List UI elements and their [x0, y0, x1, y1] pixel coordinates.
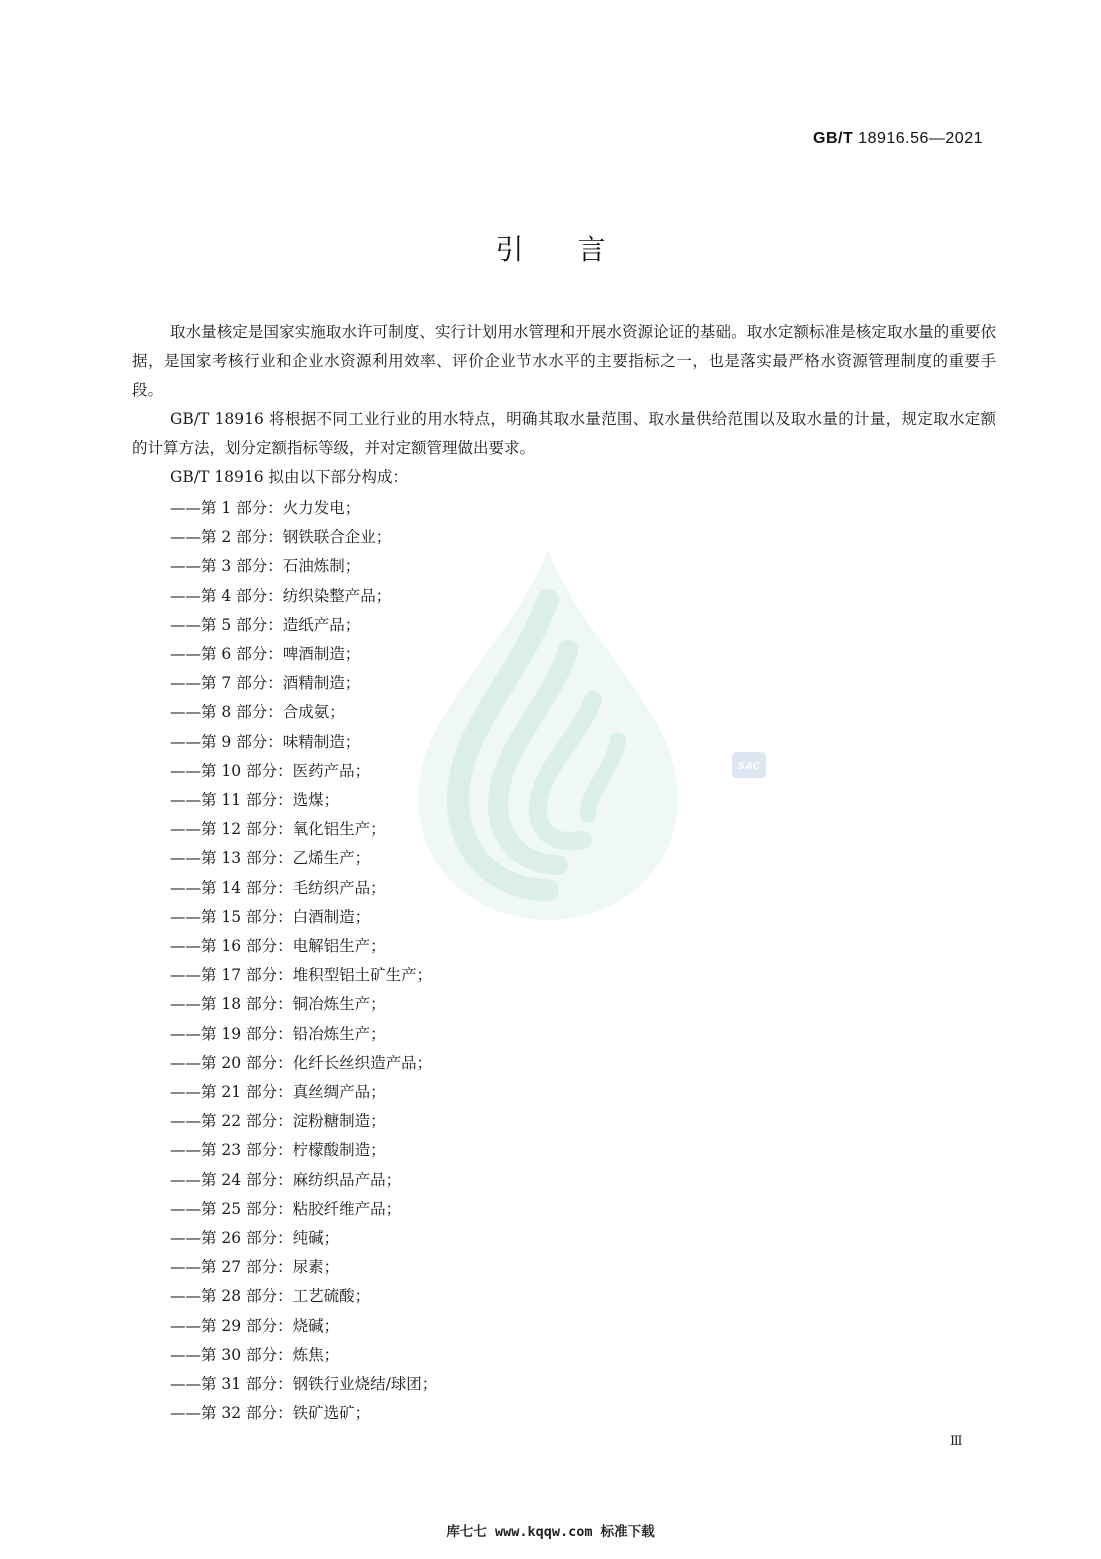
list-item: ——第 26 部分：纯碱； [170, 1229, 340, 1248]
list-item: ——第 3 部分：石油炼制； [170, 557, 361, 576]
list-item: ——第 8 部分：合成氨； [170, 703, 345, 722]
list-item: ——第 13 部分：乙烯生产； [170, 849, 371, 868]
list-item: ——第 30 部分：炼焦； [170, 1345, 340, 1364]
list-item: ——第 21 部分：真丝绸产品； [170, 1083, 386, 1102]
list-item: ——第 17 部分：堆积型铝土矿生产； [170, 966, 433, 985]
parts-list [170, 494, 870, 1429]
list-item: ——第 18 部分：铜冶炼生产； [170, 995, 386, 1014]
list-item: ——第 23 部分：柠檬酸制造； [170, 1141, 386, 1160]
list-item: ——第 12 部分：氧化铝生产； [170, 820, 386, 839]
list-item: ——第 19 部分：铅冶炼生产； [170, 1024, 386, 1043]
list-item: ——第 2 部分：钢铁联合企业； [170, 528, 392, 547]
list-item: ——第 1 部分：火力发电； [170, 499, 361, 517]
list-item: ——第 24 部分：麻纺织品产品； [170, 1170, 402, 1189]
page-number: Ⅲ [950, 1434, 963, 1449]
list-item: ——第 25 部分：粘胶纤维产品； [170, 1199, 402, 1218]
paragraph: GB/T 18916 拟由以下部分构成： [170, 468, 408, 486]
standard-number [813, 130, 983, 148]
list-item: ——第 27 部分：尿素； [170, 1258, 340, 1277]
paragraph: GB/T 18916 将根据不同工业行业的用水特点，明确其取水量范围、取水量供给范围以及取水量的计量，规定取水定额的计算方法，划分定额指标等级，并对定额管理做出要求。 [132, 410, 996, 457]
list-item: ——第 15 部分：白酒制造； [170, 907, 371, 926]
standard-code: 18916.56—2021 [858, 130, 983, 147]
list-item: ——第 31 部分：钢铁行业烧结/球团； [170, 1375, 438, 1394]
list-item: ——第 6 部分：啤酒制造； [170, 645, 361, 664]
list-item: ——第 7 部分：酒精制造； [170, 674, 361, 693]
page-title: 引言 [495, 233, 660, 266]
list-item: ——第 4 部分：纺织染整产品； [170, 586, 392, 605]
paragraph: 取水量核定是国家实施取水许可制度、实行计划用水管理和开展水资源论证的基础。取水定额标准是核定取水量的重要依据，是国家考核行业和企业水资源利用效率、评价企业节水水平的主要指标之一，也是落实最严格水资源管理制度的重要手段。 [132, 323, 996, 399]
list-item: ——第 11 部分：选煤； [170, 791, 340, 810]
list-item: ——第 14 部分：毛纺织产品； [170, 878, 386, 897]
sac-logo-text: SAC [738, 761, 760, 772]
list-item: ——第 20 部分：化纤长丝织造产品； [170, 1053, 433, 1072]
list-item: ——第 29 部分：烧碱； [170, 1316, 340, 1335]
introduction-body [132, 318, 996, 492]
list-item: ——第 16 部分：电解铝生产； [170, 937, 386, 956]
list-item: ——第 5 部分：造纸产品； [170, 615, 361, 634]
list-item: ——第 32 部分：铁矿选矿； [170, 1404, 371, 1423]
list-item: ——第 28 部分：工艺硫酸； [170, 1287, 371, 1306]
list-item: ——第 22 部分：淀粉糖制造； [170, 1112, 386, 1131]
standard-prefix: GB/T [813, 130, 854, 147]
footer-link[interactable]: 库七七 www.kqqw.com 标准下载 [446, 1524, 655, 1540]
list-item: ——第 9 部分：味精制造； [170, 732, 361, 751]
list-item: ——第 10 部分：医药产品； [170, 761, 371, 780]
